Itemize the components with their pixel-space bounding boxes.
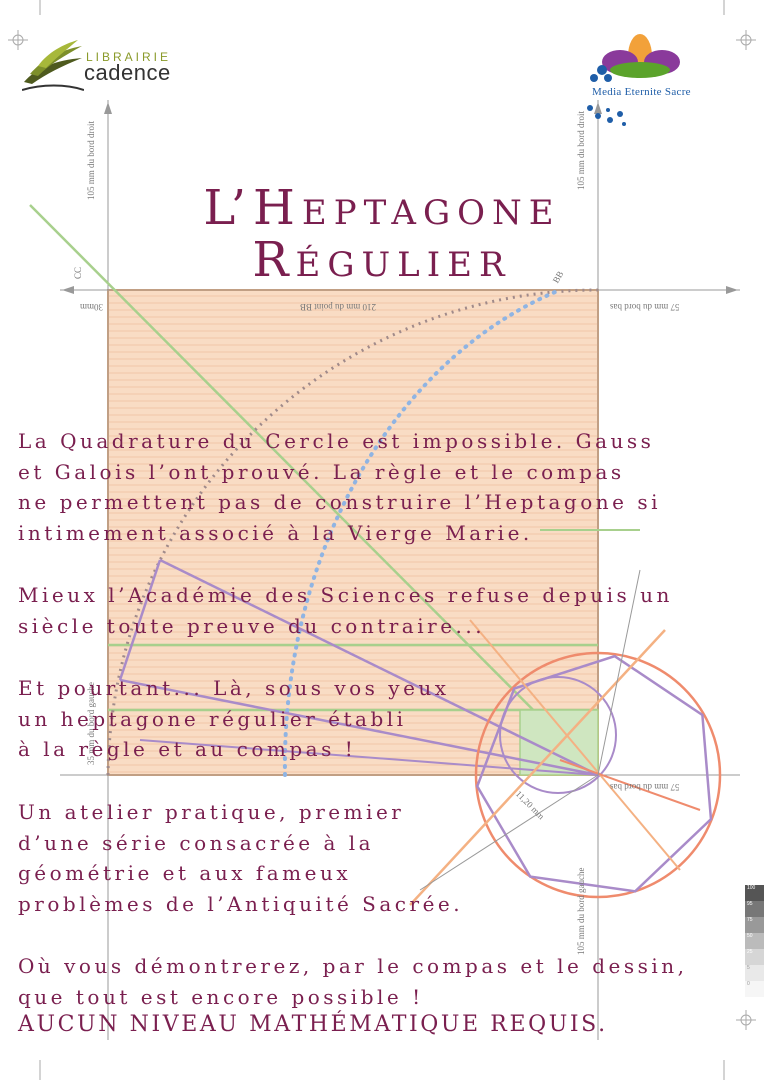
logo-left-line1: LIBRAIRIE [86, 50, 172, 64]
scale-step: 100 [745, 885, 764, 901]
paragraph-1 [18, 426, 661, 548]
paragraph-5 [18, 951, 688, 1012]
media-eternite-sacre-logo [580, 28, 740, 128]
text-line: Mieux l’Académie des Sciences refuse depuis un [18, 583, 673, 607]
librairie-cadence-logo [22, 38, 192, 98]
text-line: ne permettent pas de construire l’Heptagone si [18, 490, 661, 514]
text-line: et Galois l’ont prouvé. La règle et le compas [18, 459, 625, 484]
scale-step: 50 [745, 933, 764, 949]
text-line: intimement associé à la Vierge Marie. [18, 520, 533, 545]
text-line: un heptagone régulier établi [18, 706, 407, 731]
scale-step: 0 [745, 981, 764, 997]
text-line: La Quadrature du Cercle est impossible. Gauss [18, 429, 655, 453]
text-line: d’une série consacrée à la [18, 830, 375, 855]
scale-step: 95 [745, 901, 764, 917]
label-right-bottom-vertical: 105 mm du bord gauche [576, 867, 586, 955]
label-top-left: 30mm [80, 302, 104, 312]
label-bottom-right: 57 mm du bord bas [610, 782, 680, 792]
label-right-top-vertical: 105 mm du bord droit [576, 111, 586, 190]
scale-step: 5 [745, 965, 764, 981]
paragraph-2 [18, 580, 673, 641]
logo-left-line2: cadence [84, 60, 171, 85]
text-line: Et pourtant... Là, sous vos yeux [18, 676, 450, 700]
label-point-cc: CC [73, 266, 84, 280]
lotus-icon [580, 28, 740, 128]
text-line: Où vous démontrerez, par le compas et le dessin, [18, 954, 688, 978]
paragraph-3 [18, 673, 450, 765]
label-point-bb: BB [550, 269, 566, 285]
text-line: que tout est encore possible ! [18, 984, 424, 1009]
title-line2: Régulier [252, 232, 512, 288]
text-line: problèmes de l’Antiquité Sacrée. [18, 891, 464, 916]
logo-right-text: Media Eternite Sacre [592, 86, 691, 98]
text-line: géométrie et aux fameux [18, 861, 352, 885]
greyscale-calibration-bar [745, 885, 764, 997]
label-top-center: 210 mm du point BB [300, 302, 377, 312]
label-top-right: 57 mm du bord bas [610, 302, 680, 312]
paragraph-4 [18, 797, 463, 919]
leaf-icon [22, 38, 84, 98]
label-measure: 11,20 mm [513, 788, 547, 822]
title-line1: L’Heptagone [203, 180, 561, 236]
text-line: Un atelier pratique, premier [18, 800, 405, 824]
text-line: siècle toute preuve du contraire... [18, 613, 486, 638]
scale-step: 75 [745, 917, 764, 933]
label-left-mid-vertical: 35 mm du bord gauche [86, 682, 96, 765]
scale-step: 25 [745, 949, 764, 965]
label-left-top-vertical: 105 mm du bord droit [86, 121, 96, 200]
text-line: à la règle et au compas ! [18, 737, 357, 761]
final-statement: AUCUN NIVEAU MATHÉMATIQUE REQUIS. [18, 1012, 608, 1037]
